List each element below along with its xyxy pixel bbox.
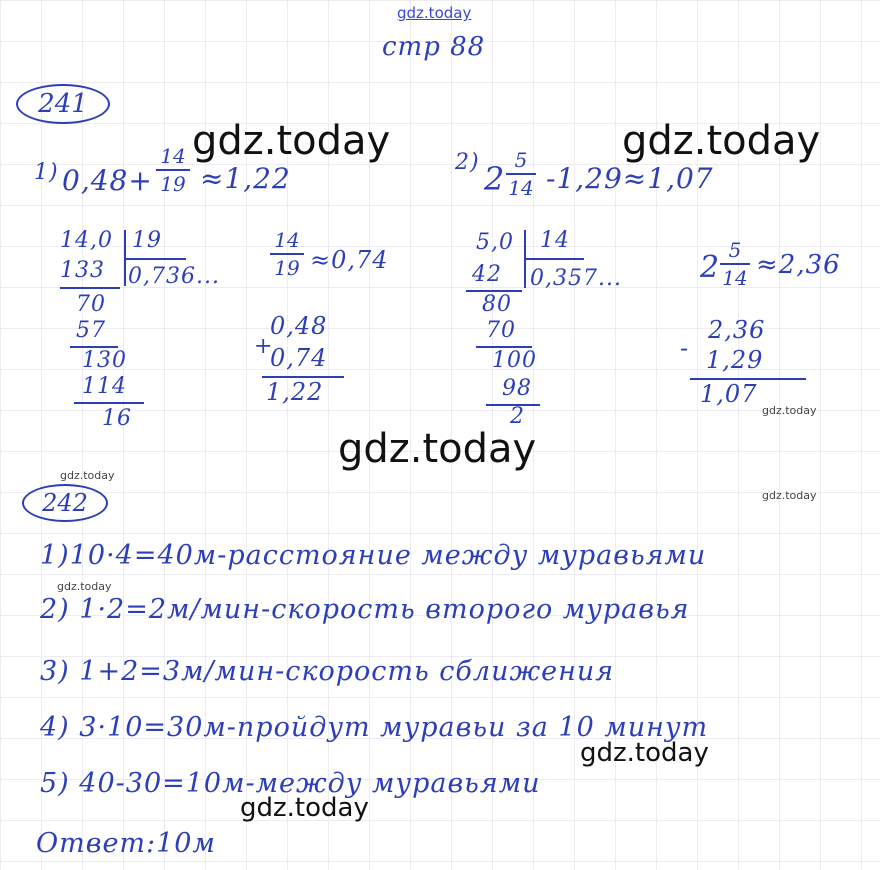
part2-whole: 2 — [484, 160, 506, 198]
part2-label: 2) — [455, 150, 480, 175]
division1-r3: 16 — [102, 406, 132, 431]
division2-r1: 80 — [482, 292, 512, 317]
division1-r2: 130 — [82, 348, 127, 373]
watermark: gdz.today — [60, 469, 115, 482]
fraction-numerator: 14 — [274, 228, 300, 252]
approx2-whole: 2 — [700, 250, 721, 285]
approx2-fraction — [720, 238, 750, 290]
approx2-result: ≈2,36 — [756, 250, 841, 280]
division1-dividend: 14,0 — [60, 228, 113, 253]
division2-r2: 100 — [492, 348, 537, 373]
division1-quotient: 0,736... — [128, 264, 220, 289]
watermark: gdz.today — [762, 489, 817, 502]
subtraction-a: 2,36 — [708, 316, 766, 344]
watermark: gdz.today — [622, 118, 821, 164]
addition-sum: 1,22 — [266, 378, 324, 406]
fraction-denominator: 19 — [160, 172, 186, 196]
division2-s3: 98 — [502, 376, 532, 401]
division2-r3: 2 — [510, 404, 525, 429]
part1-result: ≈1,22 — [200, 162, 291, 195]
watermark: gdz.today — [192, 118, 391, 164]
division1-sub1: 133 — [60, 258, 105, 283]
step-3: 3) 1+2=3м/мин-скорость сближения — [40, 656, 615, 687]
site-mark-top: gdz.today — [397, 4, 472, 22]
division2-quotient: 0,357... — [530, 266, 622, 291]
part2-fraction — [506, 148, 536, 200]
watermark: gdz.today — [57, 580, 112, 593]
watermark: gdz.today — [762, 404, 817, 417]
subtraction-sign: - — [680, 334, 690, 362]
part2-rest: -1,29≈1,07 — [546, 162, 714, 195]
fraction-numerator: 5 — [514, 148, 528, 172]
fraction-numerator: 14 — [160, 144, 186, 168]
subtraction-b: 1,29 — [706, 346, 764, 374]
fraction-denominator: 14 — [508, 176, 534, 200]
step-4: 4) 3·10=30м-пройдут муравьи за 10 минут — [40, 712, 709, 743]
division1-r1: 70 — [76, 292, 106, 317]
step-2: 2) 1·2=2м/мин-скорость второго муравья — [40, 594, 690, 625]
task-number-242: 242 — [22, 484, 108, 522]
fraction-denominator: 14 — [722, 266, 748, 290]
step-1: 1)10·4=40м-расстояние между муравьями — [40, 540, 707, 571]
division1-s3: 114 — [82, 374, 127, 399]
addition-a: 0,48 — [270, 312, 328, 340]
addition-b: 0,74 — [270, 344, 328, 372]
division1-s2: 57 — [76, 318, 106, 343]
division2-sub1: 42 — [472, 262, 502, 287]
fraction-numerator: 5 — [728, 238, 742, 262]
answer: Ответ:10м — [36, 828, 216, 859]
part1-lead: 0,48+ — [62, 164, 153, 197]
addition-sign: + — [254, 334, 274, 359]
subtraction-diff: 1,07 — [700, 380, 758, 408]
division1-divisor: 19 — [132, 228, 162, 253]
watermark: gdz.today — [580, 738, 709, 768]
division2-dividend: 5,0 — [476, 230, 514, 255]
watermark: gdz.today — [338, 426, 537, 472]
watermark: gdz.today — [240, 793, 369, 823]
step-5: 5) 40-30=10м-между муравьями — [40, 768, 541, 799]
task-number-241: 241 — [16, 84, 110, 124]
part1-label: 1) — [34, 160, 59, 185]
page-reference: стр 88 — [382, 32, 486, 62]
part1-fraction — [156, 144, 190, 196]
division2-divisor: 14 — [540, 228, 570, 253]
division2-s2: 70 — [486, 318, 516, 343]
approx1-result: ≈0,74 — [310, 246, 389, 274]
approx1-fraction — [270, 228, 304, 280]
fraction-denominator: 19 — [274, 256, 300, 280]
